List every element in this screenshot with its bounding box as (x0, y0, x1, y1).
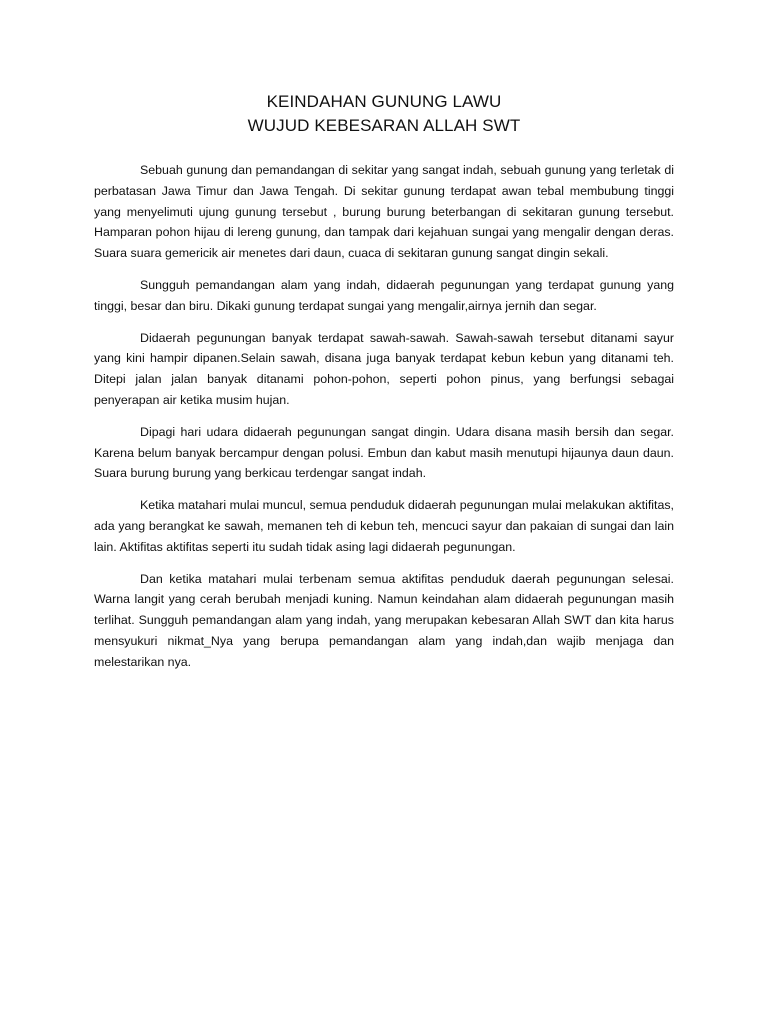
paragraph-6: Dan ketika matahari mulai terbenam semua aktifitas penduduk daerah pegunungan selesai. Warna langit yang cerah berubah menjadi kuning. Namun keindahan alam didaerah pegunungan masih terlihat. Sungguh pemandangan alam yang indah, yang merupakan kebesaran Allah SWT dan kita harus mensyukuri nikmat_Nya yang berupa pemandangan alam yang indah,dan wajib menjaga dan melestarikan nya. (94, 571, 674, 669)
document-body (94, 160, 674, 673)
paragraph-1: Sebuah gunung dan pemandangan di sekitar yang sangat indah, sebuah gunung yang terletak di perbatasan Jawa Timur dan Jawa Tengah. Di sekitar gunung terdapat awan tebal membubung tinggi yang menyelimuti ujung gunung tersebut , burung burung beterbangan di sekitaran gunung tersebut. Hamparan pohon hijau di lereng gunung, dan tampak dari kejahuan sungai yang mengalir dengan deras. Suara suara gemericik air menetes dari daun, cuaca di sekitaran gunung sangat dingin sekali. (94, 163, 674, 261)
paragraph-4: Dipagi hari udara didaerah pegunungan sangat dingin. Udara disana masih bersih dan segar. Karena belum banyak bercampur dengan polusi. Embun dan kabut masih menutupi hijaunya daun daun. Suara burung burung yang berkicau terdengar sangat indah. (94, 424, 674, 481)
title-line-1: KEINDAHAN GUNUNG LAWU (266, 92, 502, 111)
document-title (94, 90, 674, 138)
paragraph-5: Ketika matahari mulai muncul, semua penduduk didaerah pegunungan mulai melakukan aktifitas, ada yang berangkat ke sawah, memanen teh di kebun teh, mencuci sayur dan pakaian di sungai dan lain lain. Aktifitas aktifitas seperti itu sudah tidak asing lagi didaerah pegunungan. (94, 498, 674, 554)
title-line-2: WUJUD KEBESARAN ALLAH SWT (247, 116, 521, 135)
paragraph-2: Sungguh pemandangan alam yang indah, didaerah pegunungan yang terdapat gunung yang tinggi, besar dan biru. Dikaki gunung terdapat sungai yang mengalir,airnya jernih dan segar. (94, 277, 674, 313)
paragraph-3: Didaerah pegunungan banyak terdapat sawah-sawah. Sawah-sawah tersebut ditanami sayur yang kini hampir dipanen.Selain sawah, disana juga banyak terdapat kebun kebun yang ditanami teh. Ditepi jalan jalan banyak ditanami pohon-pohon, seperti pohon pinus, yang berfungsi sebagai penyerapan air ketika musim hujan. (94, 330, 674, 407)
